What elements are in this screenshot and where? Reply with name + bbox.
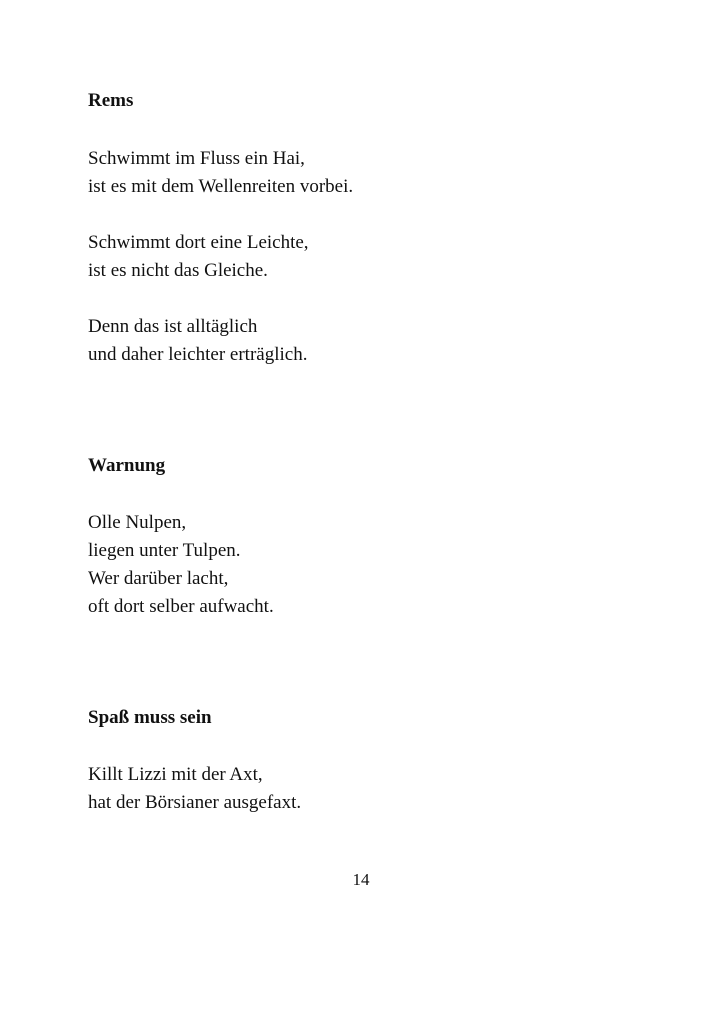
poem-line: Denn das ist alltäglich bbox=[88, 316, 258, 337]
poem-line: liegen unter Tulpen. bbox=[88, 540, 241, 561]
poem-line: Schwimmt im Fluss ein Hai, bbox=[88, 148, 305, 169]
poem-line: ist es nicht das Gleiche. bbox=[88, 260, 268, 281]
poem-line: oft dort selber aufwacht. bbox=[88, 596, 274, 617]
poem-title-warnung: Warnung bbox=[88, 455, 166, 476]
poem-line: hat der Börsianer ausgefaxt. bbox=[88, 792, 302, 813]
poem-title-spass-muss-sein: Spaß muss sein bbox=[88, 707, 212, 728]
poem-line: Killt Lizzi mit der Axt, bbox=[88, 764, 263, 785]
page-number: 14 bbox=[352, 870, 370, 889]
poem-line: Schwimmt dort eine Leichte, bbox=[88, 232, 309, 253]
poem-line: ist es mit dem Wellenreiten vorbei. bbox=[88, 176, 354, 197]
poem-line: Olle Nulpen, bbox=[88, 512, 187, 533]
poem-title-rems: Rems bbox=[88, 90, 134, 111]
poem-line: und daher leichter erträglich. bbox=[88, 344, 308, 365]
poem-line: Wer darüber lacht, bbox=[88, 568, 229, 589]
